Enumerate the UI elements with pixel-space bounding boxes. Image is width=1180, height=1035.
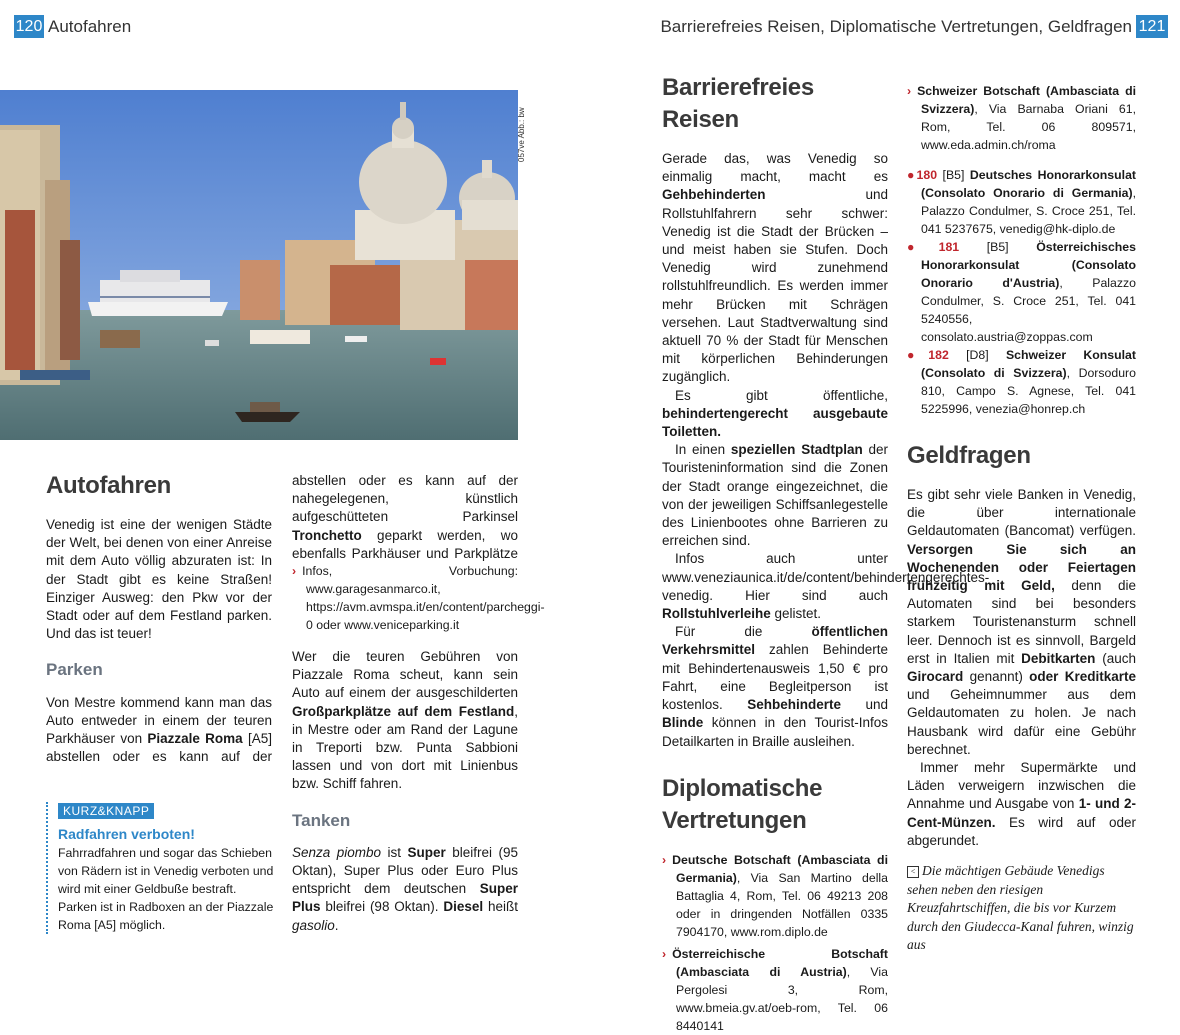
consulate-181: ●181 [B5] Österreichisches Honorarkonsulat (Consolato Onorario d'Austria), Palazzo Condulmer, S. Croce 251, Tel. 041 5240556, consolato.austria@zoppas.com [907, 240, 1136, 344]
kurz-knapp-box [46, 802, 278, 934]
parken-continued: abstellen oder es kann auf der nahegelegenen, künstlich aufgeschütteten Parkinsel Tronchetto geparkt werden, wo ebenfalls Parkhäuser und Parkplätze [292, 473, 518, 561]
photo-reference-icon: < [907, 866, 919, 878]
consulate-182: ●182 [D8] Schweizer Konsulat (Consolato di Svizzera), Dorsoduro 810, Campo S. Agnese, Tel. 041 5225996, venezia@honrep.ch [907, 348, 1136, 416]
right-column-2 [907, 82, 1136, 850]
barrierefrei-p1: Gerade das, was Venedig so einmalig macht, macht es Gehbehinderten und Rollstuhlfahrern sehr schwer: Venedig ist die Stadt der Brücken – und meist haben sie Stufen. Doch Venedig wird zunehmend rollstuhlfreundlich. Es werden immer mehr Brücken mit Schrägen versehen. Laut Stadtverwaltung sind aktuell 70 % der Stadt für Menschen mit körperlichen Behinderungen zugänglich. [662, 151, 888, 385]
barrierefrei-p3: In einen speziellen Stadtplan der Touristeninformation sind die Zonen der Stadt orange eingezeichnet, die von der jeweiligen Schiffsanlegestelle des Linienbootes ohne Barrieren zu erreichen sind. [662, 442, 889, 549]
tanken-paragraph: Senza piombo ist Super bleifrei (95 Oktan), Super Plus oder Euro Plus entspricht dem deutschen Super Plus bleifrei (98 Oktan). Diesel heißt gasolio. [292, 844, 518, 933]
embassy-germany: › Deutsche Botschaft (Ambasciata di Germania), Via San Martino della Battaglia 4, Rom, Tel. 06 49213 208 oder in dringenden Notfällen 0335 7904170, www.rom.diplo.de [662, 852, 888, 939]
arrow-icon: › [662, 852, 667, 867]
map-marker-icon: ● [907, 168, 917, 182]
geldfragen-p2: Immer mehr Supermärkte und Läden verweigern inzwischen die Annahme und Ausgabe von 1- und 2-Cent-Münzen. Es wird auf oder abgerundet. [907, 760, 1137, 848]
running-title-right: Barrierefreies Reisen, Diplomatische Vertretungen, Geldfragen [660, 17, 1132, 36]
running-title-left: Autofahren [48, 17, 132, 36]
photo-credit: 057ve Abb.: bw [517, 107, 526, 162]
autofahren-column-1 [46, 470, 272, 766]
geldfragen-p1: Es gibt sehr viele Banken in Venedig, die über internationale Geldautomaten (Bancomat) verfügen. Versorgen Sie sich an Wochenenden oder Feiertagen frühzeitig mit Geld, denn die Automaten sind bei besonders starkem Touristenansturm schnell leer. Dennoch ist es sinnvoll, Bargeld erst in Italien mit Debitkarten (auch Girocard genannt) oder Kreditkarte und Geheimnummer aus dem Geldautomaten zu holen. Je nach Hausbank wird dafür eine Gebühr berechnet. [907, 487, 1136, 757]
kurz-knapp-text: Fahrradfahren und sogar das Schieben von Rädern ist in Venedig verboten und wird mit einer Geldbuße bestraft. Parken ist in Radboxen an der Piazzale Roma [A5] möglich. [58, 846, 274, 932]
parken-paragraph-1: Von Mestre kommend kann man das Auto entweder in einem der teuren Parkhäuser von Piazzale Roma [A5] abstellen oder es kann auf der [46, 694, 272, 765]
embassy-austria: › Österreichische Botschaft (Ambasciata di Austria), Via Pergolesi 3, Rom, www.bmeia.gv.at/oeb-rom, Tel. 06 8440141 [662, 946, 888, 1033]
parken-paragraph-2: Wer die teuren Gebühren von Piazzale Roma scheut, kann sein Auto auf einem der ausgeschilderten Großparkplätze auf dem Festland, in Mestre oder am Rand der Lagune in Treporti bzw. Punta Sabbioni lassen und von dort mit Linienbus bzw. Schiff fahren. [292, 649, 518, 792]
arrow-icon: › [907, 84, 912, 98]
autofahren-heading: Autofahren [46, 472, 171, 499]
map-marker-icon: ● [907, 348, 929, 362]
map-marker-icon: ● [907, 240, 939, 254]
barrierefrei-p2: Es gibt öffentliche, behindertengerecht ausgebaute Toiletten. [662, 387, 888, 440]
parken-heading: Parken [46, 660, 103, 680]
autofahren-intro: Venedig ist eine der wenigen Städte der Welt, bei denen von einer Anreise mit dem Auto völlig abzuraten ist: In der Stadt gibt es keine Straßen! Einziger Ausweg: den Pkw vor der Stadt oder auf dem Festland parken. Und das ist teuer! [46, 517, 272, 642]
diplomatische-heading: Diplomatische Vertretungen [662, 774, 823, 834]
arrow-icon: › [662, 946, 667, 961]
photo-caption: < Die mächtigen Gebäude Venedigs sehen neben den riesigen Kreuzfahrtschiffen, die bis vor Kurzem durch den Giudecca-Kanal fuhren, winzig aus [907, 863, 1134, 952]
geldfragen-heading: Geldfragen [907, 442, 1031, 469]
arrow-icon: › [292, 564, 297, 578]
autofahren-column-2 [292, 472, 545, 935]
barrierefrei-p4: Infos auch unter www.veneziaunica.it/de/content/behindertengerechtes-venedig. Hier sind auch Rollstuhlverleihe gelistet. [662, 551, 990, 622]
kurz-knapp-badge: KURZ&KNAPP [58, 803, 154, 819]
page-number-left: 120 [14, 15, 44, 38]
kurz-knapp-title: Radfahren verboten! [58, 826, 195, 842]
infos-bullet: › Infos, Vorbuchung: www.garagesanmarco.it, https://avm.avmspa.it/en/content/parcheggi-0 oder www.veniceparking.it [292, 564, 545, 632]
page-number-right: 121 [1136, 15, 1168, 38]
embassy-switzerland: › Schweizer Botschaft (Ambasciata di Svizzera), Via Barnaba Oriani 61, Rom, Tel. 06 809571, www.eda.admin.ch/roma [907, 84, 1136, 152]
tanken-heading: Tanken [292, 810, 351, 830]
barrierefrei-heading: Barrierefreies Reisen [662, 74, 814, 133]
barrierefrei-p5: Für die öffentlichen Verkehrsmittel zahlen Behinderte mit Behindertenausweis 1,50 € pro Fahrt, eine Begleitperson ist kostenlos. Sehbehinderte und Blinde können in den Tourist-Infos Detailkarten in Braille ausleihen. [662, 624, 888, 749]
venice-photo [0, 90, 518, 440]
consulate-180: ●180 [B5] Deutsches Honorarkonsulat (Consolato Onorario di Germania), Palazzo Condulmer, S. Croce 251, Tel. 041 5237675, venedig@hk-diplo.de [907, 168, 1136, 236]
